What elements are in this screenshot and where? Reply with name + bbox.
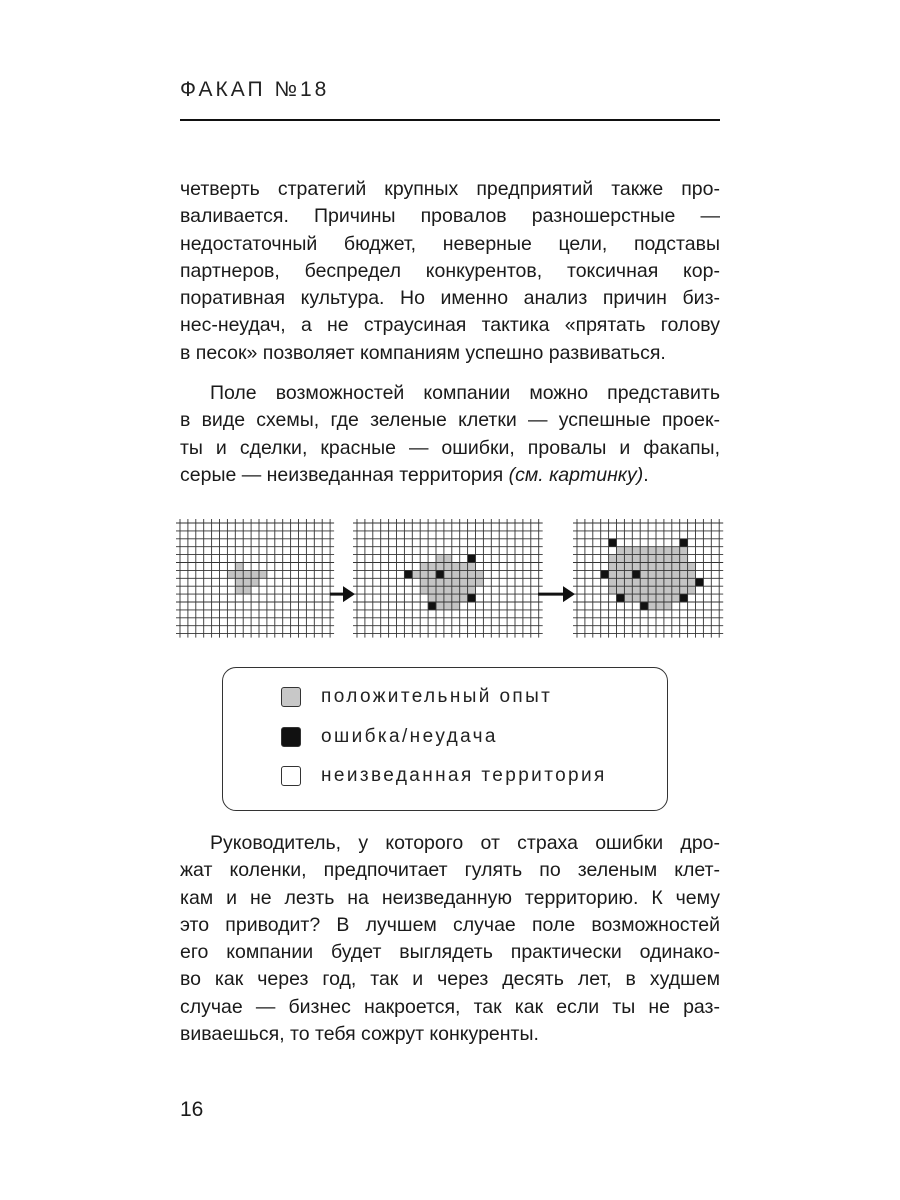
- grey-cell: [436, 578, 444, 586]
- grey-cell: [680, 555, 688, 563]
- text-line: Поле возможностей компании можно представить: [210, 382, 720, 404]
- grey-cell: [460, 563, 468, 571]
- grey-cell: [227, 570, 235, 578]
- text-line: Руководитель, у которого от страха ошибки дро-: [210, 832, 720, 854]
- grey-cell: [243, 570, 251, 578]
- grey-cell: [412, 570, 420, 578]
- grey-cell: [444, 555, 452, 563]
- grey-cell: [468, 586, 476, 594]
- grey-cell: [640, 555, 648, 563]
- page-number: 16: [180, 1098, 204, 1121]
- arrowhead-icon: [563, 586, 575, 602]
- text-line: ты и сделки, красные — ошибки, провалы и факапы,: [180, 436, 720, 459]
- paragraph-3: [180, 830, 720, 1048]
- text-line: это приводит? В лучшем случае поле возможностей: [180, 913, 720, 936]
- grey-cell: [476, 570, 484, 578]
- grey-cell: [251, 570, 259, 578]
- grey-cell: [648, 555, 656, 563]
- paragraph-2: [180, 380, 720, 489]
- opportunity-field-diagram: [170, 515, 730, 640]
- grey-cell: [452, 563, 460, 571]
- grey-cell: [259, 570, 267, 578]
- black-cell: [640, 602, 648, 610]
- grey-cell: [624, 594, 632, 602]
- header-rule: [180, 119, 720, 121]
- grey-cell: [624, 555, 632, 563]
- text-line: случае — бизнес накроется, так как если ты не раз-: [180, 995, 720, 1018]
- grey-cell: [617, 547, 625, 555]
- grey-cell: [640, 586, 648, 594]
- text-line: кам и не лезть на неизведанную территорию. К чему: [180, 886, 720, 909]
- grey-cell: [609, 555, 617, 563]
- grey-cell: [648, 602, 656, 610]
- grey-cell: [444, 563, 452, 571]
- grey-cell: [468, 563, 476, 571]
- text-line: поративная культура. Но именно анализ причин биз-: [180, 287, 720, 310]
- grey-cell: [680, 586, 688, 594]
- grey-cell: [672, 594, 680, 602]
- grey-cell: [656, 547, 664, 555]
- grey-cell: [672, 586, 680, 594]
- grey-cell: [452, 570, 460, 578]
- text-line: его компании будет выглядеть практически одинако-: [180, 941, 720, 964]
- grey-cell: [688, 578, 696, 586]
- grey-cell: [468, 578, 476, 586]
- black-swatch-icon: [281, 727, 301, 747]
- grey-cell: [624, 570, 632, 578]
- grey-cell: [672, 555, 680, 563]
- grey-swatch-icon: [281, 687, 301, 707]
- grey-cell: [235, 586, 243, 594]
- black-cell: [617, 594, 625, 602]
- grey-cell: [444, 594, 452, 602]
- grey-cell: [640, 578, 648, 586]
- grey-cell: [617, 555, 625, 563]
- grey-cell: [428, 578, 436, 586]
- text-line: виваешься, то тебя сожрут конкуренты.: [180, 1023, 539, 1046]
- grey-cell: [688, 586, 696, 594]
- grey-cell: [468, 570, 476, 578]
- grey-cell: [617, 578, 625, 586]
- grey-cell: [460, 586, 468, 594]
- black-cell: [404, 570, 412, 578]
- grey-cell: [460, 578, 468, 586]
- grey-cell: [632, 547, 640, 555]
- legend-box: [222, 667, 668, 811]
- grey-cell: [617, 570, 625, 578]
- grey-cell: [632, 578, 640, 586]
- white-swatch-icon: [281, 766, 301, 786]
- grey-cell: [656, 570, 664, 578]
- black-cell: [601, 570, 609, 578]
- grey-cell: [428, 594, 436, 602]
- grey-cell: [243, 578, 251, 586]
- grey-cell: [624, 586, 632, 594]
- grey-cell: [632, 594, 640, 602]
- grey-cell: [452, 594, 460, 602]
- black-cell: [680, 539, 688, 547]
- grey-cell: [680, 578, 688, 586]
- grey-cell: [648, 586, 656, 594]
- grey-cell: [420, 563, 428, 571]
- black-cell: [680, 594, 688, 602]
- grey-cell: [460, 594, 468, 602]
- grey-cell: [452, 586, 460, 594]
- black-cell: [632, 570, 640, 578]
- grey-cell: [235, 563, 243, 571]
- text-line: недостаточный бюджет, неверные цели, подставы: [180, 232, 720, 255]
- grey-cell: [436, 586, 444, 594]
- grey-cell: [656, 594, 664, 602]
- grey-cell: [656, 586, 664, 594]
- grey-cell: [444, 578, 452, 586]
- grey-cell: [632, 555, 640, 563]
- grey-cell: [436, 563, 444, 571]
- grey-cell: [235, 570, 243, 578]
- grey-cell: [452, 602, 460, 610]
- grey-cell: [428, 586, 436, 594]
- grey-cell: [656, 578, 664, 586]
- text-line: во как через год, так и через десять лет, в худшем: [180, 968, 720, 991]
- grey-cell: [664, 602, 672, 610]
- grey-cell: [632, 586, 640, 594]
- grey-cell: [436, 602, 444, 610]
- grey-cell: [656, 555, 664, 563]
- grey-cell: [672, 547, 680, 555]
- grey-cell: [656, 563, 664, 571]
- grey-cell: [664, 578, 672, 586]
- grey-cell: [609, 563, 617, 571]
- arrowhead-icon: [343, 586, 355, 602]
- grey-cell: [617, 586, 625, 594]
- grey-cell: [672, 563, 680, 571]
- grey-cell: [664, 586, 672, 594]
- grey-cell: [664, 547, 672, 555]
- grey-cell: [420, 586, 428, 594]
- black-cell: [609, 539, 617, 547]
- legend-item-positive: [281, 686, 552, 708]
- running-header: ФАКАП №18: [180, 78, 330, 101]
- black-cell: [468, 555, 476, 563]
- grey-cell: [648, 570, 656, 578]
- grey-cell: [632, 563, 640, 571]
- grey-cell: [648, 547, 656, 555]
- grey-cell: [444, 570, 452, 578]
- grey-cell: [428, 570, 436, 578]
- grey-cell: [664, 555, 672, 563]
- legend-label: положительный опыт: [321, 686, 553, 707]
- legend-label: неизведанная территория: [321, 765, 607, 786]
- grey-cell: [444, 586, 452, 594]
- grey-cell: [624, 563, 632, 571]
- legend-item-error: [281, 726, 498, 748]
- text-line: четверть стратегий крупных предприятий также про-: [180, 178, 720, 200]
- grey-cell: [648, 594, 656, 602]
- legend-item-unknown: [281, 765, 607, 787]
- punctuation: .: [643, 463, 649, 486]
- text-line: в песок» позволяет компаниям успешно развиваться.: [180, 341, 666, 364]
- grey-cell: [640, 547, 648, 555]
- text-line: в виде схемы, где зеленые клетки — успешные проек-: [180, 409, 720, 432]
- grey-cell: [428, 563, 436, 571]
- grey-cell: [609, 586, 617, 594]
- grey-cell: [680, 563, 688, 571]
- grey-cell: [648, 563, 656, 571]
- grey-cell: [672, 578, 680, 586]
- paragraph-1: [180, 176, 720, 367]
- grey-cell: [640, 570, 648, 578]
- grey-cell: [444, 602, 452, 610]
- grey-cell: [680, 570, 688, 578]
- grey-cell: [688, 563, 696, 571]
- grey-cell: [235, 578, 243, 586]
- text-line: партнеров, беспредел конкурентов, токсичная кор-: [180, 259, 720, 282]
- legend-label: ошибка/неудача: [321, 726, 498, 747]
- text-line: нес-неудач, а не страусиная тактика «прятать голову: [180, 314, 720, 337]
- black-cell: [696, 578, 704, 586]
- grey-cell: [672, 570, 680, 578]
- grey-cell: [609, 570, 617, 578]
- grey-cell: [640, 563, 648, 571]
- black-cell: [436, 570, 444, 578]
- grey-cell: [243, 586, 251, 594]
- grey-cell: [664, 570, 672, 578]
- grey-cell: [664, 594, 672, 602]
- grey-cell: [420, 578, 428, 586]
- grey-cell: [624, 547, 632, 555]
- grey-cell: [640, 594, 648, 602]
- grey-cell: [680, 547, 688, 555]
- grey-cell: [452, 578, 460, 586]
- grey-cell: [624, 578, 632, 586]
- black-cell: [428, 602, 436, 610]
- grey-cell: [609, 578, 617, 586]
- grey-cell: [688, 570, 696, 578]
- grey-cell: [617, 563, 625, 571]
- grey-cell: [420, 570, 428, 578]
- grey-cell: [648, 578, 656, 586]
- grey-cell: [460, 570, 468, 578]
- grey-cell: [436, 594, 444, 602]
- text-line: валивается. Причины провалов разношерстные —: [180, 205, 720, 228]
- grey-cell: [664, 563, 672, 571]
- grey-cell: [251, 578, 259, 586]
- grey-cell: [436, 555, 444, 563]
- grey-cell: [656, 602, 664, 610]
- text-line: жат коленки, предпочитает гулять по зеленым клет-: [180, 859, 720, 882]
- black-cell: [468, 594, 476, 602]
- grey-cell: [476, 578, 484, 586]
- figure-reference: (см. картинку): [508, 463, 644, 486]
- text-line: серые — неизведанная территория (см. картинку).: [180, 463, 649, 486]
